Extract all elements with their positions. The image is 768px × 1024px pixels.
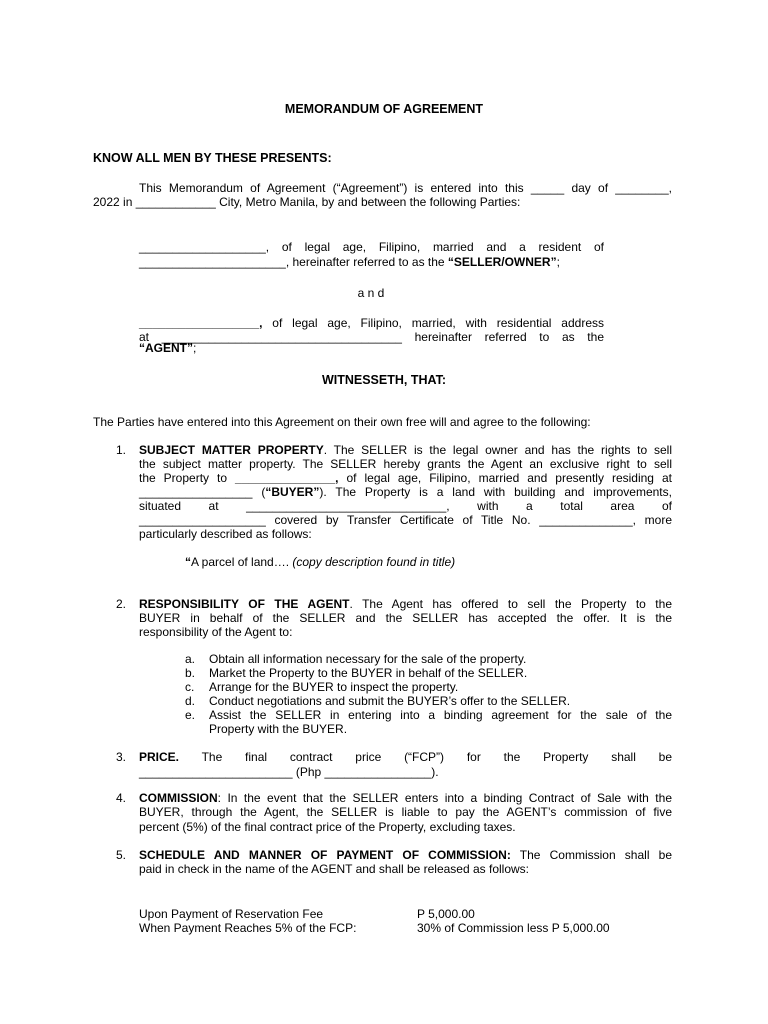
item-b-letter: b. (185, 666, 196, 680)
agent-line-3 (139, 341, 196, 355)
schedule-row-2-label: When Payment Reaches 5% of the FCP: (139, 921, 357, 935)
item-e-text-cont: Property with the BUYER. (209, 722, 348, 736)
section-1-line-5: situated at ______________________________, with a total area of (139, 499, 672, 513)
section-4-line-3: percent (5%) of the final contract price of the Property, excluding taxes. (139, 820, 516, 834)
section-1-line-1 (139, 443, 672, 457)
section-3-heading: PRICE. (139, 750, 180, 764)
quote-mark: “ (185, 555, 191, 569)
seller-line-2 (139, 255, 560, 269)
agent-line-1-text: of legal age, Filipino, married, with residential address (262, 316, 604, 330)
agent-line-3-end: ; (193, 341, 197, 355)
witnesseth-heading: WITNESSETH, THAT: (321, 373, 447, 387)
seller-line-2-end: ; (556, 255, 560, 269)
preamble: The Parties have entered into this Agreement on their own free will and agree to the following: (93, 415, 591, 429)
item-e-letter: e. (185, 708, 196, 722)
item-c-text: Arrange for the BUYER to inspect the property. (209, 680, 459, 694)
agent-label: “AGENT” (139, 341, 193, 355)
item-c-letter: c. (185, 680, 195, 694)
section-1-line-3-post: of legal age, Filipino, married and presently residing at (338, 471, 672, 485)
section-2-number: 2. (116, 597, 127, 611)
section-2-line-3: responsibility of the Agent to: (139, 625, 293, 639)
section-4-line-2: BUYER, through the Agent, the SELLER is liable to pay the AGENT’s commission of five (139, 805, 672, 819)
section-4-number: 4. (116, 791, 127, 805)
section-2-line-1-text: . The Agent has offered to sell the Property to the (349, 597, 672, 611)
section-1-line-1-text: . The SELLER is the legal owner and has the rights to sell (323, 443, 672, 457)
section-1-line-4-pre: _________________ ( (139, 485, 266, 499)
schedule-row-2-value: 30% of Commission less P 5,000.00 (417, 921, 610, 935)
property-description-text: A parcel of land…. (191, 555, 293, 569)
buyer-label: “BUYER” (265, 485, 320, 499)
agent-name-blank: __________________, (139, 316, 263, 330)
item-e-text: Assist the SELLER in entering into a binding agreement for the sale of the (209, 708, 672, 722)
section-3-line-1-text: The final contract price (“FCP”) for the Property shall be (179, 750, 672, 764)
section-2-line-2: BUYER in behalf of the SELLER and the SELLER has accepted the offer. It is the (139, 611, 672, 625)
section-1-line-4 (139, 485, 672, 499)
intro-line-1: This Memorandum of Agreement (“Agreement”) is entered into this _____ day of ________, (139, 181, 672, 195)
item-a-text: Obtain all information necessary for the sale of the property. (209, 652, 527, 666)
section-1-line-6: ___________________ covered by Transfer Certificate of Title No. ______________, more (139, 513, 672, 527)
buyer-name-blank: _______________, (235, 471, 339, 485)
intro-line-2: 2022 in ____________ City, Metro Manila, by and between the following Parties: (93, 195, 521, 209)
section-3-line-1 (139, 750, 672, 764)
section-5-line-1 (139, 848, 672, 862)
schedule-row-1-label: Upon Payment of Reservation Fee (139, 907, 324, 921)
section-5-number: 5. (116, 848, 127, 862)
property-description (185, 555, 455, 569)
document-title: MEMORANDUM OF AGREEMENT (284, 102, 484, 116)
section-2-line-1 (139, 597, 672, 611)
section-1-number: 1. (116, 443, 127, 457)
section-5-line-1-text: The Commission shall be (510, 848, 672, 862)
item-a-letter: a. (185, 652, 196, 666)
agent-line-2: at ____________________________________ hereinafter referred to as the (139, 330, 604, 344)
section-3-number: 3. (116, 750, 127, 764)
item-b-text: Market the Property to the BUYER in behalf of the SELLER. (209, 666, 528, 680)
section-5-line-2: paid in check in the name of the AGENT and shall be released as follows: (139, 862, 530, 876)
schedule-row-1-value: P 5,000.00 (417, 907, 475, 921)
section-1-line-2: the subject matter property. The SELLER hereby grants the Agent an exclusive right to sell (139, 457, 672, 471)
item-d-text: Conduct negotiations and submit the BUYER’s offer to the SELLER. (209, 694, 571, 708)
greeting-heading: KNOW ALL MEN BY THESE PRESENTS: (93, 151, 332, 165)
section-3-line-2: _______________________ (Php ________________). (139, 765, 439, 779)
and-separator: a n d (357, 286, 385, 300)
section-4-heading: COMMISSION (139, 791, 218, 805)
seller-line-2-text: ______________________, hereinafter referred to as the (139, 255, 448, 269)
agent-line-1 (139, 316, 604, 330)
section-1-line-3-pre: the Property to (139, 471, 236, 485)
section-1-heading: SUBJECT MATTER PROPERTY (139, 443, 324, 457)
item-d-letter: d. (185, 694, 196, 708)
section-5-heading: SCHEDULE AND MANNER OF PAYMENT OF COMMISSION: (139, 848, 511, 862)
section-1-line-3 (139, 471, 672, 485)
section-2-heading: RESPONSIBILITY OF THE AGENT (139, 597, 350, 611)
seller-line-1: ___________________, of legal age, Filipino, married and a resident of (139, 240, 604, 254)
property-description-note: (copy description found in title) (292, 555, 456, 569)
section-1-line-4-post: ). The Property is a land with building and improvements, (319, 485, 672, 499)
section-4-line-1 (139, 791, 672, 805)
section-1-line-7: particularly described as follows: (139, 527, 312, 541)
seller-owner-label: “SELLER/OWNER” (447, 255, 557, 269)
section-4-line-1-text: : In the event that the SELLER enters into a binding Contract of Sale with the (217, 791, 672, 805)
